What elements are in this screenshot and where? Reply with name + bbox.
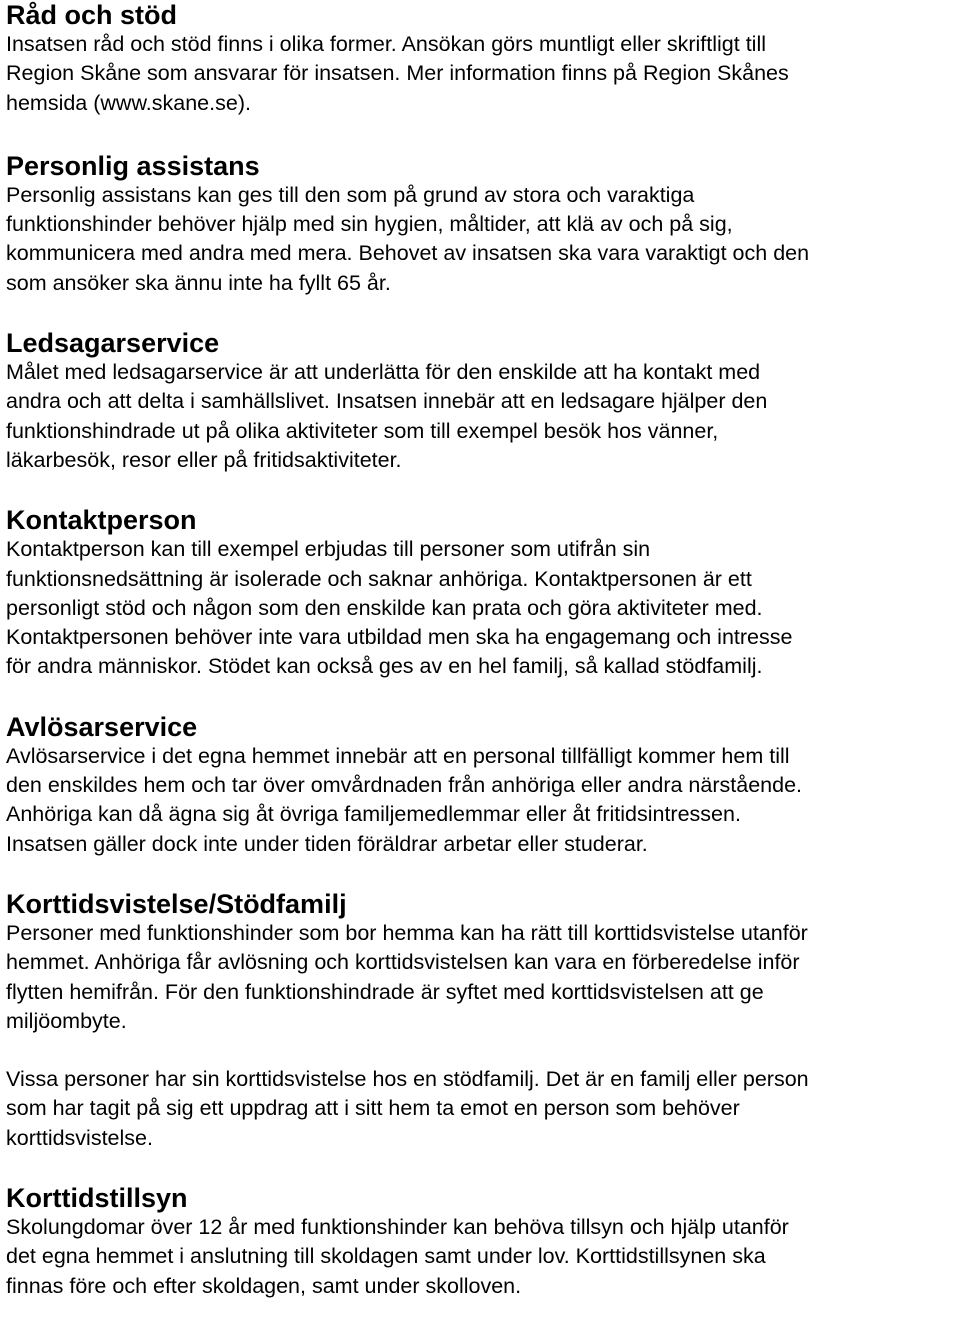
section-kontaktperson <box>6 505 954 681</box>
section-ledsagarservice <box>6 328 954 475</box>
section-paragraph: Kontaktperson kan till exempel erbjudas till personer som utifrån sin funktionsnedsättning är isolerade och saknar anhöriga. Kontaktpersonen är ett personligt stöd och någon som den enskilde kan prata och göra aktiviteter med. Kontaktpersonen behöver inte vara utbildad men ska ha engagemang och intresse för andra människor. Stödet kan också ges av en hel familj, så kallad stödfamilj. <box>6 537 793 679</box>
section-korttidsvistelse-stodfamilj <box>6 889 954 1153</box>
section-heading: Korttidstillsyn <box>6 1183 188 1214</box>
section-paragraph: Personlig assistans kan ges till den som på grund av stora och varaktiga funktionshinder behöver hjälp med sin hygien, måltider, att klä av och på sig, kommunicera med andra med mera. Behovet av insatsen ska vara varaktigt och den som ansöker ska ännu inte ha fyllt 65 år. <box>6 182 810 295</box>
section-avlosarservice <box>6 712 954 859</box>
section-paragraph: Avlösarservice i det egna hemmet innebär att en personal tillfälligt kommer hem till den enskildes hem och tar över omvårdnaden från anhöriga eller andra närstående. Anhöriga kan då ägna sig åt övriga familjemedlemmar eller åt fritidsintressen. Insatsen gäller dock inte under tiden föräldrar arbetar eller studerar. <box>6 743 802 856</box>
section-heading: Personlig assistans <box>6 150 260 181</box>
section-paragraph: Vissa personer har sin korttidsvistelse hos en stödfamilj. Det är en familj eller person som har tagit på sig ett uppdrag att i sitt hem ta emot en person som behöver korttidsvistelse. <box>6 1067 809 1150</box>
section-paragraph: Insatsen råd och stöd finns i olika former. Ansökan görs muntligt eller skriftligt till Region Skåne som ansvarar för insatsen. Mer information finns på Region Skånes hemsida (www.skane.se). <box>6 32 789 115</box>
section-korttidstillsyn <box>6 1183 954 1301</box>
section-paragraph: Målet med ledsagarservice är att underlätta för den enskilde att ha kontakt med andra och att delta i samhällslivet. Insatsen innebär att en ledsagare hjälper den funktionshindrade ut på olika aktiviteter som till exempel besök hos vänner, läkarbesök, resor eller på fritidsaktiviteter. <box>6 360 768 472</box>
section-paragraph: Personer med funktionshinder som bor hemma kan ha rätt till korttidsvistelse utanför hemmet. Anhöriga får avlösning och korttidsvistelsen kan vara en förberedelse inför flytten hemifrån. För den funktionshindrade är syftet med korttidsvistelsen att ge miljöombyte. <box>6 920 808 1033</box>
section-personlig-assistans <box>6 151 954 298</box>
section-heading: Kontaktperson <box>6 505 197 536</box>
section-paragraph: Skolungdomar över 12 år med funktionshinder kan behöva tillsyn och hjälp utanför det egna hemmet i anslutning till skoldagen samt under lov. Korttidstillsynen ska finnas före och efter skoldagen, samt under skolloven. <box>6 1215 789 1298</box>
section-heading: Korttidsvistelse/Stödfamilj <box>6 888 347 919</box>
section-rad-och-stod <box>6 0 954 118</box>
section-heading: Råd och stöd <box>6 0 178 30</box>
section-heading: Avlösarservice <box>6 711 198 742</box>
section-heading: Ledsagarservice <box>6 328 220 359</box>
